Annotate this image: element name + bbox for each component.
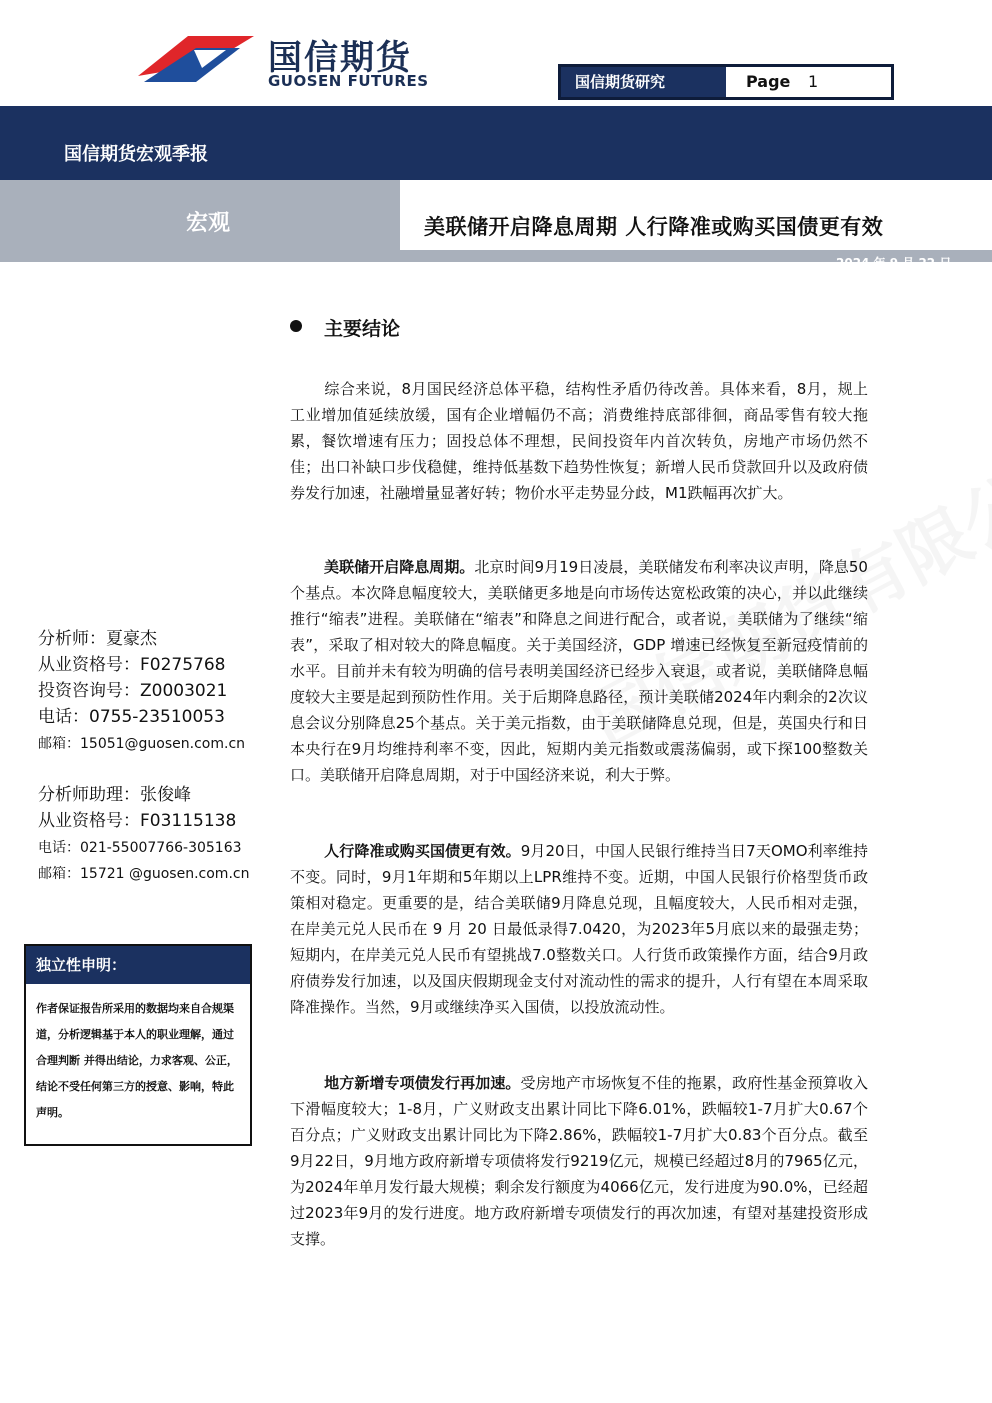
paragraph-lead: 美联储开启降息周期。 <box>324 558 475 576</box>
independence-title: 独立性申明： <box>26 946 250 984</box>
bullet-icon <box>290 320 302 332</box>
page-number: 1 <box>808 72 819 91</box>
dept-label: 国信期货研究 <box>561 67 726 97</box>
analyst-name: 分析师：夏豪杰 <box>38 629 157 649</box>
report-headline: 美联储开启降息周期 人行降准或购买国债更有效 <box>424 215 884 239</box>
paragraph-text: 综合来说，8月国民经济总体平稳，结构性矛盾仍待改善。具体来看，8月，规上工业增加值延续放缓，国有企业增幅仍不高；消费维持底部徘徊，商品零售有较大拖累，餐饮增速有压力；固投总体不理想，民间投资年内首次转负，房地产市场仍然不佳；出口补缺口步伐稳健，维持低基数下趋势性恢复；新增人民币贷款回升以及政府债券发行加速，社融增量显著好转；物价水平走势显分歧，M1跌幅再次扩大。 <box>290 380 868 502</box>
logo-chinese: 国信期货 <box>268 38 412 78</box>
assistant-name: 分析师助理：张俊峰 <box>38 785 191 805</box>
analyst-license: 从业资格号：F0275768 <box>38 655 226 675</box>
assistant-phone: 电话：021-55007766-305163 <box>38 840 242 856</box>
paragraph-text: 北京时间9月19日凌晨，美联储发布利率决议声明，降息50个基点。本次降息幅度较大，美联储更多地是向市场传达宽松政策的决心，并以此继续推行“缩表”进程。美联储在“缩表”和降息之间进行配合，或者说，美联储为了继续“缩表”，采取了相对较大的降息幅度。关于美国经济，GDP 增速已经恢复至新冠疫情前的水平。目前并未有较为明确的信号表明美国经济已经步入衰退，或者说，美联储降息幅度较大主要是起到预防性作用。关于后期降息路径，预计美联储2024年内剩余的2次议息会议分别降息25个基点。关于美元指数，由于美联储降息兑现，但是，英国央行和日本央行在9月均维持利率不变，因此，短期内美元指数或震荡偏弱，或下探100整数关口。美联储开启降息周期，对于中国经济来说，利大于弊。 <box>290 558 868 784</box>
section-tag: 宏观 <box>186 211 231 236</box>
paragraph-lead: 地方新增专项债发行再加速。 <box>324 1074 521 1092</box>
guosen-logo-icon <box>136 26 256 86</box>
assistant-email: 邮箱：15721 @guosen.com.cn <box>38 866 250 882</box>
report-date: 2024 年 9 月 22 日 <box>836 256 952 270</box>
paragraph <box>290 838 868 1020</box>
paragraph-text: 受房地产市场恢复不佳的拖累，政府性基金预算收入下滑幅度较大；1-8月，广义财政支出累计同比下降6.01%，跌幅较1-7月扩大0.67个百分点；广义财政支出累计同比为下降2.86%，跌幅较1-7月扩大0.83个百分点。截至9月22日，9月地方政府新增专项债将发行9219亿元，规模已经超过8月的7965亿元，为2024年单月发行最大规模；剩余发行额度为4066亿元，发行进度为90.0%，已经超过2023年9月的发行进度。地方政府新增专项债发行的再次加速，有望对基建投资形成支撑。 <box>290 1074 868 1248</box>
paragraph <box>290 1070 868 1252</box>
logo-english: GUOSEN FUTURES <box>268 72 429 90</box>
main-conclusion-heading: 主要结论 <box>324 318 401 340</box>
analyst-phone: 电话：0755-23510053 <box>38 707 225 727</box>
paragraph-text: 9月20日，中国人民银行维持当日7天OMO利率维持不变。同时，9月1年期和5年期以上LPR维持不变。近期，中国人民银行价格型货币政策相对稳定。更重要的是，结合美联储9月降息兑现，且幅度较大，人民币相对走强，在岸美元兑人民币在 9 月 20 日最低录得7.0420，为2023年5月底以来的最强走势；短期内，在岸美元兑人民币有望挑战7.0整数关口。人行货币政策操作方面，结合9月政府债券发行加速，以及国庆假期现金支付对流动性的需求的提升，人行有望在本周采取降准操作。当然，9月或继续净买入国债，以投放流动性。 <box>290 842 868 1016</box>
independence-text: 作者保证报告所采用的数据均来自合规渠道，分析逻辑基于本人的职业理解，通过合理判断 并得出结论，力求客观、公正，结论不受任何第三方的授意、影响，特此声明。 <box>36 1002 238 1119</box>
analyst-consult-id: 投资咨询号：Z0003021 <box>38 681 228 701</box>
page-label: Page <box>746 72 791 91</box>
paragraph-lead: 人行降准或购买国债更有效。 <box>324 842 521 860</box>
paragraph <box>290 554 868 788</box>
assistant-license: 从业资格号：F03115138 <box>38 811 237 831</box>
paragraph <box>290 376 868 506</box>
analyst-email: 邮箱：15051@guosen.com.cn <box>38 736 246 752</box>
report-type: 国信期货宏观季报 <box>64 144 208 165</box>
